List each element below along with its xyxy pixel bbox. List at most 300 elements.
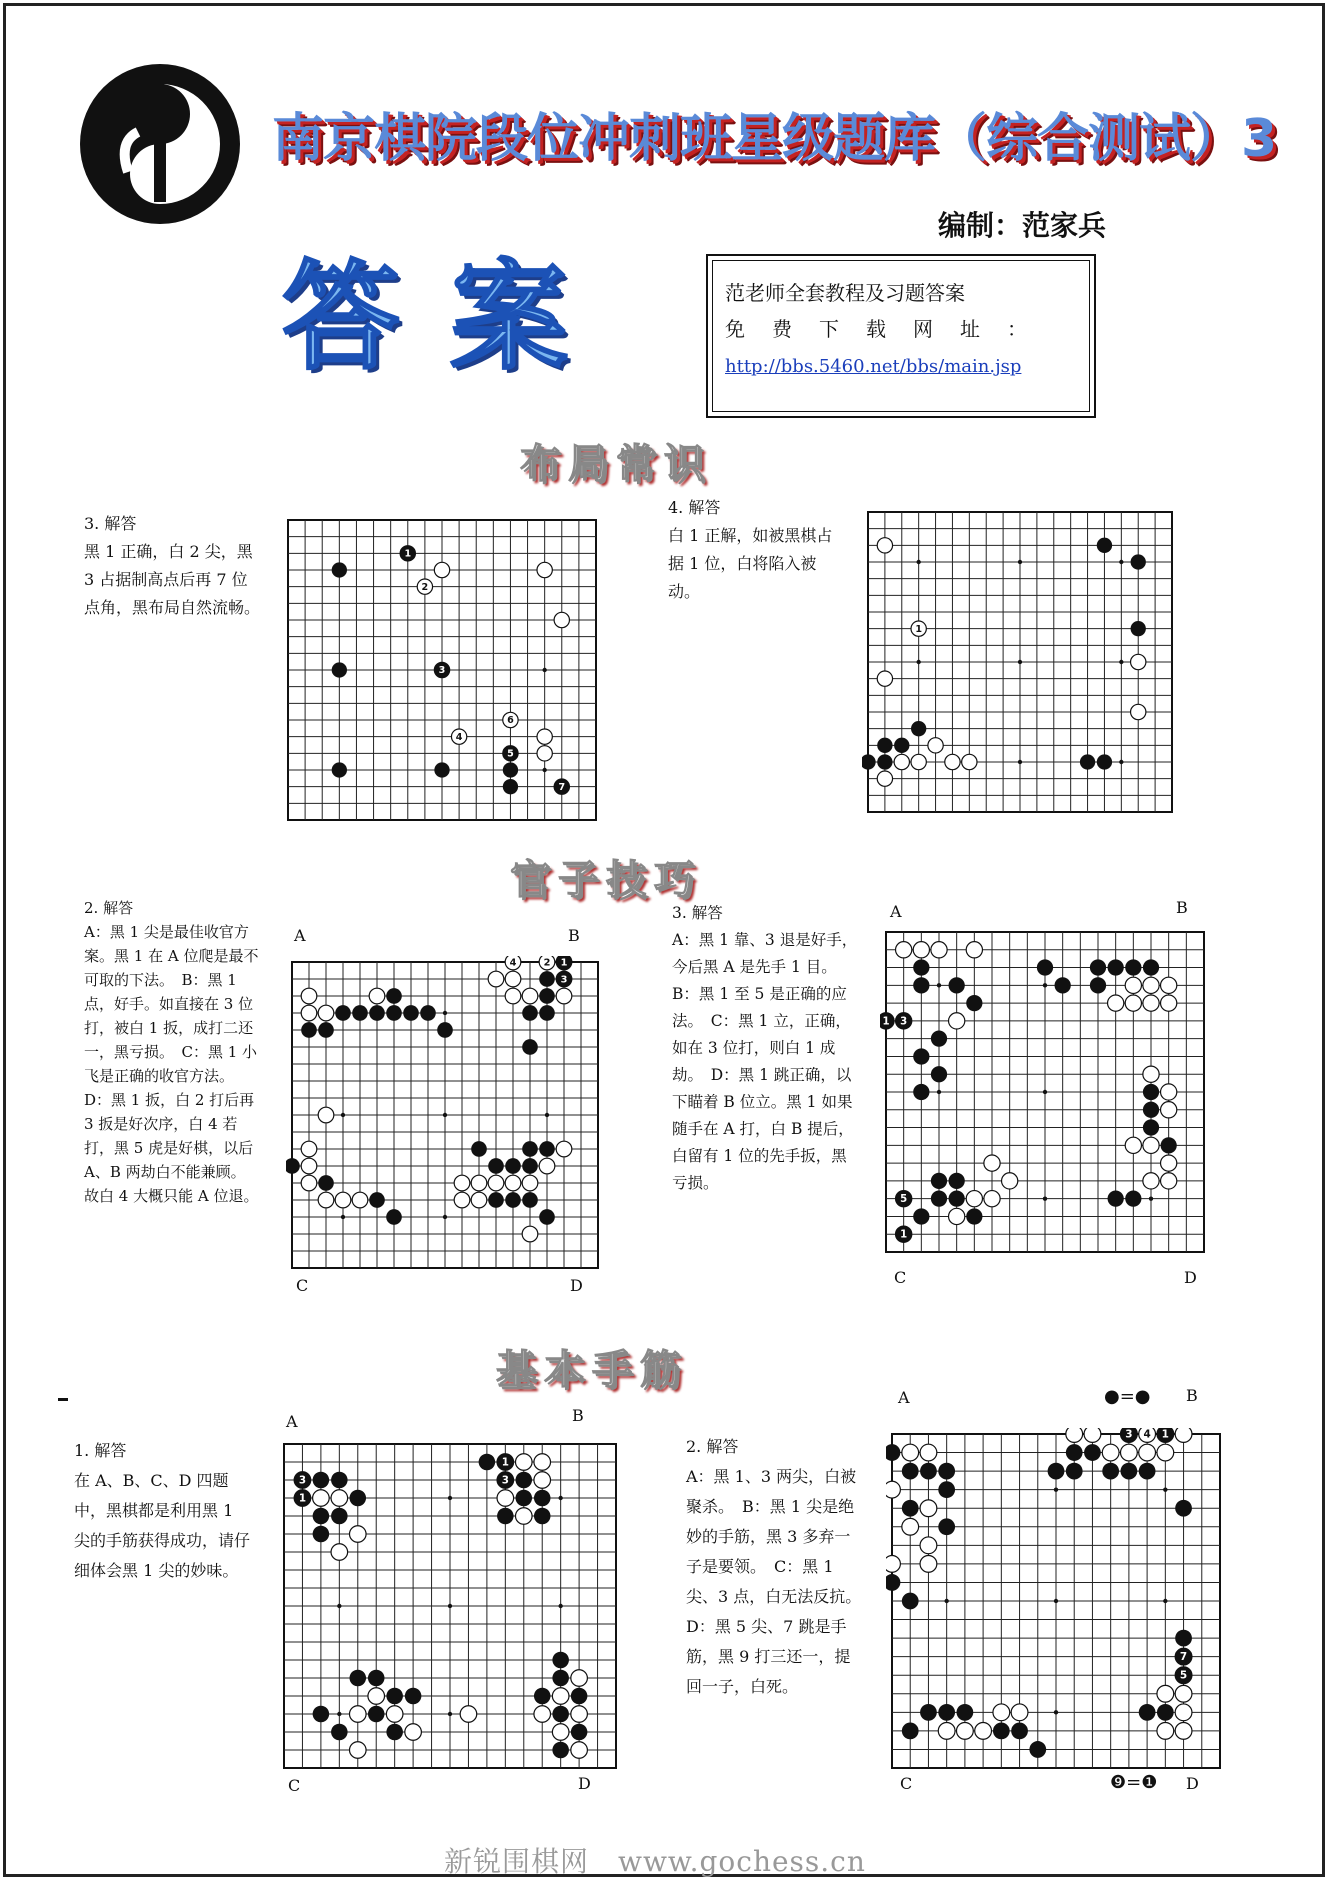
white-stone [537, 729, 552, 744]
black-stone [332, 762, 347, 777]
black-stone [386, 1688, 403, 1705]
white-stone [1143, 995, 1159, 1011]
black-stone [331, 1724, 348, 1741]
black-stone [522, 1039, 538, 1055]
white-stone [556, 1141, 572, 1157]
star-point [1163, 1599, 1167, 1603]
star-point [558, 1496, 562, 1500]
black-stone [505, 1192, 521, 1208]
black-stone [902, 1463, 919, 1480]
black-stone [913, 977, 929, 993]
black-stone [877, 738, 892, 753]
white-stone [894, 754, 909, 769]
white-stone [902, 1518, 919, 1535]
ko-note-top: ●=● [1104, 1386, 1151, 1407]
main-title: 南京棋院段位冲刺班星级题库（综合测试）3 [272, 109, 1277, 169]
move-number: 7 [1179, 1651, 1188, 1664]
black-stone [1157, 1704, 1174, 1721]
black-stone [1090, 959, 1106, 975]
go-board-tesuji-1 [278, 1438, 622, 1774]
star-point [542, 768, 546, 772]
corner-label-d: D [1184, 1268, 1197, 1287]
black-stone [497, 1508, 514, 1525]
black-stone [913, 959, 929, 975]
move-number: 6 [507, 715, 514, 727]
answer-number: 3. 解答 [672, 904, 723, 922]
star-point [1043, 1090, 1047, 1094]
go-board-endgame-3 [880, 926, 1210, 1258]
black-stone [949, 1191, 965, 1207]
black-stone [534, 1688, 551, 1705]
white-stone [301, 1158, 317, 1174]
black-stone [386, 988, 402, 1004]
star-point [937, 1090, 941, 1094]
move-number: 2 [543, 957, 551, 969]
section-title-tesuji: 基本手筋 [496, 1347, 688, 1393]
black-stone [313, 1526, 330, 1543]
black-stone [1161, 1137, 1177, 1153]
white-stone [301, 1141, 317, 1157]
white-stone [911, 754, 926, 769]
white-stone [1157, 1685, 1174, 1702]
white-stone [1131, 654, 1146, 669]
black-stone [1108, 1191, 1124, 1207]
star-point [1018, 660, 1022, 664]
white-stone [920, 1500, 937, 1517]
white-stone [301, 988, 317, 1004]
white-stone [1102, 1444, 1119, 1461]
corner-label-d: D [570, 1276, 583, 1295]
black-stone [886, 1574, 900, 1591]
move-number: 4 [509, 957, 517, 969]
black-stone [301, 1022, 317, 1038]
black-stone [386, 1209, 402, 1225]
black-stone [335, 1005, 351, 1021]
black-stone [571, 1724, 588, 1741]
black-stone [420, 1005, 436, 1021]
white-stone [352, 1192, 368, 1208]
black-stone [1011, 1723, 1028, 1740]
white-stone [1175, 1685, 1192, 1702]
black-stone [1102, 1463, 1119, 1480]
black-stone [552, 1670, 569, 1687]
black-stone [522, 1141, 538, 1157]
white-stone [896, 942, 912, 958]
answer-body: 在 A、B、C、D 四题中，黑棋都是利用黑 1 尖的手筋获得成功，请仔细体会黑 1 尖的妙味。 [74, 1471, 251, 1580]
black-stone [886, 1444, 900, 1461]
go-board-opening-4 [862, 506, 1178, 818]
black-stone [522, 1158, 538, 1174]
white-stone [497, 1490, 514, 1507]
black-stone [1090, 977, 1106, 993]
corner-label-b: B [568, 926, 580, 945]
white-stone [505, 1175, 521, 1191]
white-stone [386, 1706, 403, 1723]
editor-credit: 编制：范家兵 [938, 209, 1107, 242]
black-stone [1143, 1119, 1159, 1135]
white-stone [539, 1158, 555, 1174]
black-stone [332, 562, 347, 577]
black-stone [539, 971, 555, 987]
black-stone [369, 1192, 385, 1208]
white-stone [454, 1175, 470, 1191]
black-stone [966, 995, 982, 1011]
download-link[interactable]: http://bbs.5460.net/bbs/main.jsp [725, 356, 1022, 377]
black-stone [539, 1005, 555, 1021]
corner-label-c: C [296, 1276, 309, 1295]
black-stone [313, 1472, 330, 1489]
black-stone [349, 1490, 366, 1507]
black-stone [1139, 1704, 1156, 1721]
white-stone [349, 1526, 366, 1543]
white-stone [886, 1481, 900, 1498]
black-stone [479, 1454, 496, 1471]
white-stone [1175, 1428, 1192, 1442]
white-stone [1139, 1444, 1156, 1461]
white-stone [949, 1013, 965, 1029]
black-stone [437, 1022, 453, 1038]
star-point [448, 1604, 452, 1608]
move-number: 1 [501, 1456, 509, 1469]
move-number: 3 [560, 974, 568, 986]
black-stone [403, 1005, 419, 1021]
black-stone [949, 977, 965, 993]
white-stone [488, 1175, 504, 1191]
white-stone [1175, 1704, 1192, 1721]
answer-text-endgame-2 [84, 896, 260, 1208]
white-stone [522, 988, 538, 1004]
white-stone [1157, 1444, 1174, 1461]
black-stone [539, 1209, 555, 1225]
black-stone [352, 1005, 368, 1021]
black-stone [1125, 1191, 1141, 1207]
white-stone [877, 538, 892, 553]
white-stone [534, 1706, 551, 1723]
white-stone [537, 746, 552, 761]
black-stone [515, 1472, 532, 1489]
answer-body: A：黑 1 靠、3 退是好手，今后黑 A 是先手 1 目。 B：黑 1 至 5 是正确的应法。 C：黑 1 立，正确，如在 3 位打，则白 1 成劫。 D：黑 1 跳正确，以下瞄着 B 位立。黑 1 如果随手在 A 打，白 B 提后，白留有 1 位的先手扳，黑亏损。 [672, 931, 858, 1192]
black-stone [1055, 977, 1071, 993]
white-stone [301, 1175, 317, 1191]
corner-label-a: A [294, 926, 306, 945]
black-stone [522, 1005, 538, 1021]
white-stone [920, 1556, 937, 1573]
black-stone [938, 1704, 955, 1721]
white-stone [1143, 1137, 1159, 1153]
black-stone [331, 1472, 348, 1489]
move-number: 3 [900, 1016, 908, 1028]
go-board-tesuji-2 [886, 1428, 1226, 1774]
star-point [937, 983, 941, 987]
black-stone [313, 1706, 330, 1723]
white-stone [1143, 1066, 1159, 1082]
white-stone [571, 1706, 588, 1723]
white-stone [522, 1226, 538, 1242]
white-stone [556, 988, 572, 1004]
white-stone [537, 562, 552, 577]
star-point [443, 1113, 447, 1117]
white-stone [957, 1723, 974, 1740]
white-stone [534, 1454, 551, 1471]
answer-heading: 答案 [282, 248, 619, 386]
black-stone [913, 1084, 929, 1100]
black-stone [552, 1706, 569, 1723]
black-stone [471, 1141, 487, 1157]
black-stone [434, 762, 449, 777]
star-point [1149, 1196, 1153, 1200]
move-number: 3 [298, 1474, 307, 1487]
black-stone [488, 1158, 504, 1174]
black-stone [331, 1508, 348, 1525]
move-number: 5 [1179, 1669, 1188, 1682]
white-stone [1125, 977, 1141, 993]
star-point [443, 1215, 447, 1219]
black-stone [1080, 754, 1095, 769]
white-stone [886, 1556, 900, 1573]
black-stone [1175, 1500, 1192, 1517]
white-stone [1121, 1444, 1138, 1461]
white-stone [515, 1454, 532, 1471]
white-stone [454, 1192, 470, 1208]
side-mark [58, 1398, 68, 1401]
move-number: 1 [882, 1016, 890, 1028]
star-point [1054, 1599, 1058, 1603]
corner-label-c: C [900, 1774, 913, 1793]
black-stone [313, 1508, 330, 1525]
star-point [1119, 660, 1123, 664]
black-stone [369, 1005, 385, 1021]
black-stone [894, 738, 909, 753]
black-stone [911, 721, 926, 736]
nanjing-go-logo [78, 62, 242, 226]
white-stone [1002, 1173, 1018, 1189]
black-stone [949, 1173, 965, 1189]
black-stone [1121, 1463, 1138, 1480]
white-stone [405, 1724, 422, 1741]
white-stone [335, 1192, 351, 1208]
white-stone [1161, 1155, 1177, 1171]
answer-text-opening-4 [668, 494, 848, 606]
black-stone [1143, 1084, 1159, 1100]
move-number: 1 [404, 548, 412, 560]
white-stone [318, 1107, 334, 1123]
move-number: 1 [298, 1492, 307, 1505]
black-stone [902, 1500, 919, 1517]
black-stone [913, 1048, 929, 1064]
black-stone [1143, 1102, 1159, 1118]
black-stone [1029, 1741, 1046, 1758]
move-number: 4 [1143, 1428, 1151, 1441]
white-stone [331, 1544, 348, 1561]
go-board-endgame-2 [286, 956, 604, 1274]
corner-label-d: D [1186, 1774, 1199, 1793]
black-stone [503, 762, 518, 777]
star-point [443, 1011, 447, 1015]
answer-number: 4. 解答 [668, 498, 721, 517]
black-stone [957, 1704, 974, 1721]
white-stone [534, 1472, 551, 1489]
move-number: 1 [915, 623, 923, 635]
corner-label-b: B [1176, 898, 1188, 917]
move-number: 1 [560, 957, 568, 969]
white-stone [1066, 1428, 1083, 1442]
black-stone [902, 1593, 919, 1610]
white-stone [920, 1537, 937, 1554]
black-stone [1131, 621, 1146, 636]
black-stone [993, 1723, 1010, 1740]
star-point [1119, 560, 1123, 564]
black-stone [318, 1022, 334, 1038]
black-stone [1108, 959, 1124, 975]
move-number: 1 [1161, 1428, 1169, 1441]
black-stone [920, 1463, 937, 1480]
star-point [337, 1712, 341, 1716]
star-point [448, 1496, 452, 1500]
move-number: 5 [900, 1194, 908, 1206]
black-stone [552, 1652, 569, 1669]
answer-number: 1. 解答 [74, 1441, 127, 1460]
white-stone [938, 1723, 955, 1740]
white-stone [1011, 1704, 1028, 1721]
white-stone [571, 1670, 588, 1687]
move-number: 3 [501, 1474, 509, 1487]
black-stone [386, 1724, 403, 1741]
star-point [341, 1215, 345, 1219]
star-point [916, 560, 920, 564]
white-stone [331, 1490, 348, 1507]
black-stone [1097, 538, 1112, 553]
star-point [1018, 560, 1022, 564]
answer-body: A：黑 1 尖是最佳收官方案。黑 1 在 A 位爬是最不可取的下法。 B：黑 1 点，好手。如直接在 3 位打，被白 1 扳，成打二还一，黑亏损。 C：黑 1 小飞是正确的收官方法。 D：黑 1 扳，白 2 打后再 3 扳是好次序，白 4 若打，黑 5 虎是好棋，以后 A、B 两劫白不能兼顾。故白 4 大概只能 A 位退。 [84, 923, 259, 1205]
corner-label-d: D [578, 1774, 591, 1793]
white-stone [1125, 1137, 1141, 1153]
black-stone [931, 1173, 947, 1189]
answer-text-tesuji-2 [686, 1432, 870, 1702]
black-stone [534, 1508, 551, 1525]
black-stone [405, 1688, 422, 1705]
star-point [448, 1712, 452, 1716]
black-stone [1125, 959, 1141, 975]
answer-number: 2. 解答 [686, 1437, 739, 1456]
answer-body: A：黑 1、3 两尖，白被聚杀。 B：黑 1 尖是绝妙的手筋，黑 3 多弃一子是要领。 C：黑 1 尖、3 点，白无法反抗。 D：黑 5 尖、7 跳是手筋，黑 9 打三还一，提回一子，白死。 [686, 1467, 870, 1696]
black-stone [1048, 1463, 1065, 1480]
black-stone [522, 1192, 538, 1208]
white-stone [1143, 1173, 1159, 1189]
black-stone [539, 988, 555, 1004]
answer-text-endgame-3 [672, 900, 858, 1197]
star-point [337, 1604, 341, 1608]
white-stone [931, 942, 947, 958]
black-stone [571, 1688, 588, 1705]
white-stone [962, 754, 977, 769]
black-stone [503, 779, 518, 794]
black-stone [368, 1706, 385, 1723]
star-point [1054, 1487, 1058, 1491]
section-title-opening: 布局常识 [520, 441, 712, 487]
white-stone [1084, 1428, 1101, 1442]
corner-label-b: B [572, 1406, 584, 1425]
white-stone [913, 942, 929, 958]
black-stone [938, 1481, 955, 1498]
corner-label-c: C [894, 1268, 907, 1287]
white-stone [349, 1706, 366, 1723]
black-stone [1084, 1444, 1101, 1461]
move-number: 3 [438, 665, 446, 677]
white-stone [1161, 995, 1177, 1011]
answer-number: 2. 解答 [84, 899, 134, 917]
white-stone [368, 1688, 385, 1705]
star-point [1018, 760, 1022, 764]
star-point [1043, 1196, 1047, 1200]
black-stone [1175, 1630, 1192, 1647]
black-stone [534, 1490, 551, 1507]
white-stone [471, 1175, 487, 1191]
white-stone [515, 1508, 532, 1525]
star-point [558, 1604, 562, 1608]
white-stone [301, 1005, 317, 1021]
star-point [1054, 1710, 1058, 1714]
star-point [545, 1113, 549, 1117]
white-stone [552, 1688, 569, 1705]
black-stone [931, 1191, 947, 1207]
corner-label-b: B [1186, 1386, 1198, 1405]
white-stone [1161, 977, 1177, 993]
black-stone [902, 1723, 919, 1740]
corner-label-c: C [288, 1776, 301, 1795]
white-stone [488, 971, 504, 987]
white-stone [505, 988, 521, 1004]
white-stone [1143, 977, 1159, 993]
white-stone [1161, 1084, 1177, 1100]
white-stone [1161, 1173, 1177, 1189]
black-stone [1131, 554, 1146, 569]
black-stone [1097, 754, 1112, 769]
black-stone [920, 1704, 937, 1721]
move-number: 4 [455, 731, 463, 743]
white-stone [522, 1175, 538, 1191]
star-point [1043, 983, 1047, 987]
move-number: 2 [421, 581, 429, 593]
black-stone [505, 1158, 521, 1174]
footer-watermark: 新锐围棋网 www.gochess.cn [444, 1845, 866, 1878]
info-line-1: 范老师全套教程及习题答案 [725, 281, 965, 305]
answer-text-tesuji-1 [74, 1436, 252, 1586]
black-stone [1143, 959, 1159, 975]
black-stone [1066, 1463, 1083, 1480]
answer-body: 白 1 正解，如被黑棋占据 1 位，白将陷入被动。 [668, 526, 833, 601]
black-stone [318, 1175, 334, 1191]
white-stone [902, 1444, 919, 1461]
white-stone [505, 971, 521, 987]
white-stone [920, 1444, 937, 1461]
white-stone [949, 1208, 965, 1224]
answer-text-opening-3 [84, 510, 260, 622]
corner-label-a: A [898, 1388, 910, 1407]
download-info-box [706, 254, 1096, 418]
white-stone [1131, 704, 1146, 719]
black-stone [386, 1005, 402, 1021]
star-point [1163, 1487, 1167, 1491]
white-stone [1108, 995, 1124, 1011]
black-stone [913, 1208, 929, 1224]
move-number: 3 [1125, 1428, 1133, 1441]
black-stone [1037, 959, 1053, 975]
white-stone [1175, 1723, 1192, 1740]
info-line-2: 免费下载网址： [725, 317, 1054, 341]
white-stone [1157, 1723, 1174, 1740]
black-stone [938, 1518, 955, 1535]
black-stone [1066, 1444, 1083, 1461]
